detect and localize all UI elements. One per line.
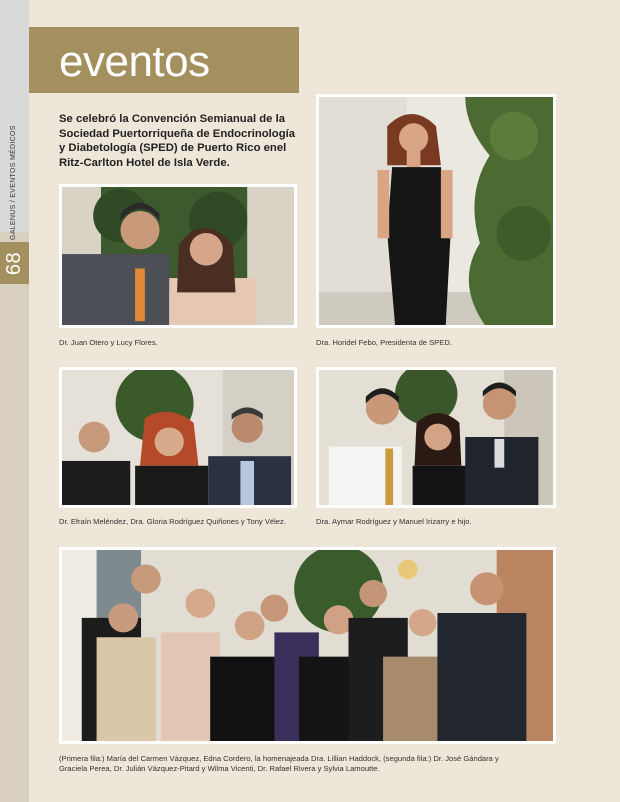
- photo-caption: Dra. Horidel Febo, Presidenta de SPED.: [316, 338, 452, 347]
- section-label: GALENUS / EVENTOS MÉDICOS: [10, 125, 17, 240]
- page-number: 68: [3, 251, 25, 275]
- intro-paragraph: Se celebró la Convención Semianual de la Sociedad Puertorriqueña de Endocrinología y Diabetología (SPED) de Puerto Rico enel Ritz-Carlton Hotel de Isla Verde.: [59, 113, 296, 169]
- photo-group: [59, 547, 556, 744]
- photo-caption: Dr. Efraín Meléndez, Dra. Gloria Rodríguez Quiñones y Tony Vélez.: [59, 517, 286, 526]
- page-number-tab: [0, 242, 29, 284]
- photo-family: [316, 367, 556, 508]
- section-title: eventos: [59, 37, 210, 86]
- photo-couple: [59, 184, 297, 328]
- photo-trio: [59, 367, 297, 508]
- photo-caption: (Primera fila:) María del Carmen Vázquez, Edna Cordero, la homenajeada Dra. Lillian Haddock, (segunda fila:) Dr. José Gándara y Graciela Perea, Dr. Julián Vázquez-Pitard y Wilma Vicenti, Dr. Rafael Rivera y Sylvia Lamoutte.: [59, 754, 499, 773]
- photo-president: [316, 94, 556, 328]
- section-banner: [29, 27, 299, 93]
- photo-caption: Dra. Aymar Rodríguez y Manuel Irizarry e hijo.: [316, 517, 472, 526]
- photo-caption: Dr. Juan Otero y Lucy Flores.: [59, 338, 158, 347]
